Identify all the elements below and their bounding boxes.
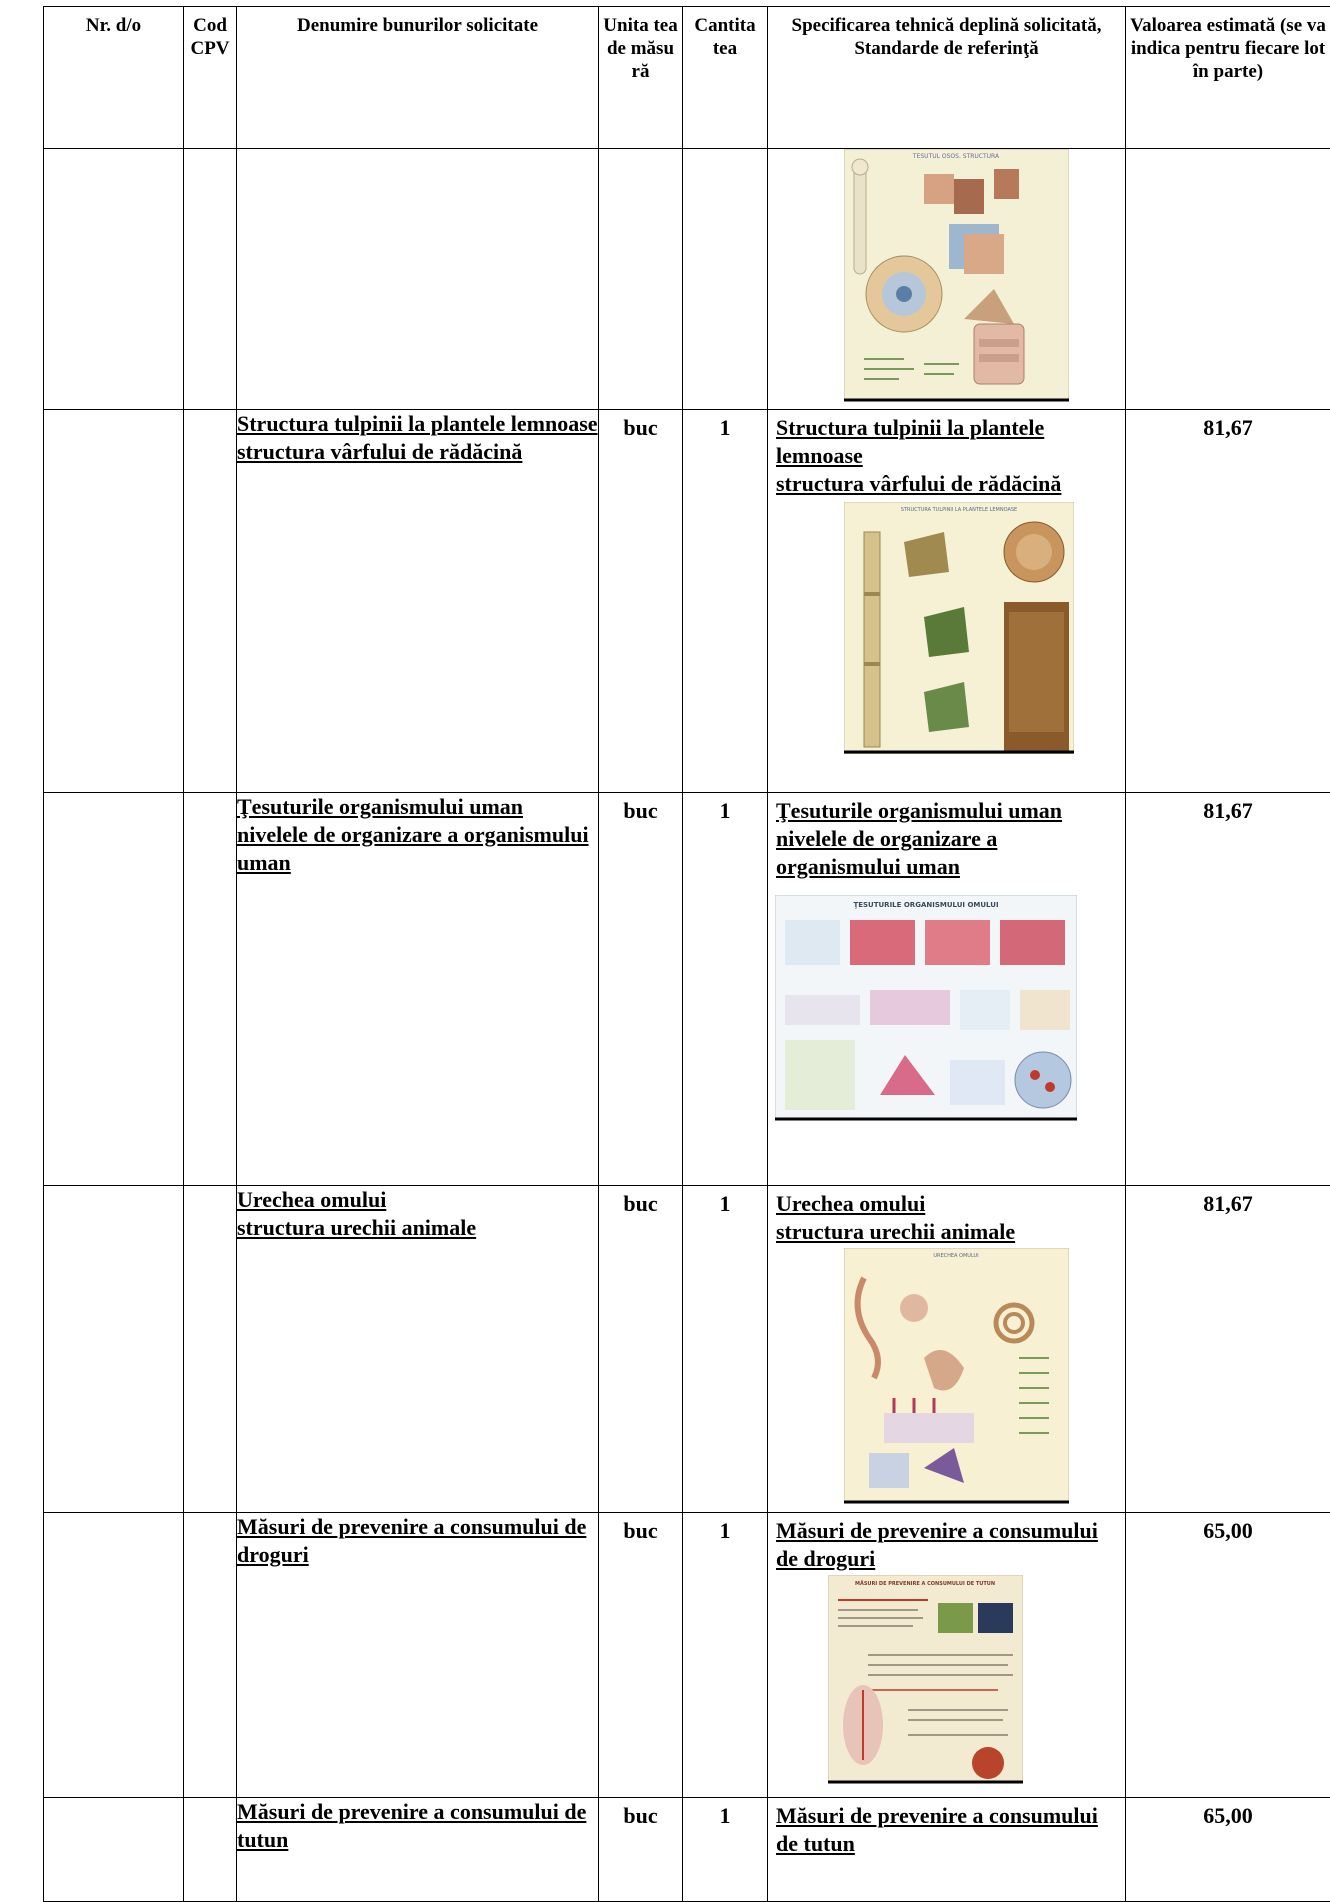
poster-title: URECHEA OMULUI bbox=[933, 1253, 978, 1259]
estimated-value: 81,67 bbox=[1126, 793, 1330, 1186]
quantity-value: 1 bbox=[683, 410, 768, 793]
table-row bbox=[44, 410, 1330, 793]
table-row bbox=[44, 1798, 1330, 1902]
cpv-cell bbox=[184, 1798, 237, 1902]
spec-text: Ţesuturile organismului uman nivelele de organizare a organismului uman bbox=[768, 793, 1125, 881]
item-name: Ţesuturile organismului uman nivelele de organizare a organismului uman bbox=[237, 793, 599, 1186]
item-name: Măsuri de prevenire a consumului de droguri bbox=[237, 1513, 599, 1798]
spec-cell bbox=[768, 1798, 1126, 1902]
spec-text: Măsuri de prevenire a consumului de droguri bbox=[768, 1513, 1125, 1573]
poster-image-stem bbox=[844, 502, 1125, 754]
unit-value: buc bbox=[599, 1513, 683, 1798]
specification-table bbox=[43, 6, 1330, 1902]
header-denumire: Denumire bunurilor solicitate bbox=[237, 7, 599, 149]
cpv-cell bbox=[184, 793, 237, 1186]
item-name: Structura tulpinii la plantele lemnoase structura vârfului de rădăcină bbox=[237, 410, 599, 793]
estimated-value: 81,67 bbox=[1126, 410, 1330, 793]
header-row bbox=[44, 7, 1330, 149]
unit-value: buc bbox=[599, 793, 683, 1186]
nr-cell bbox=[44, 793, 184, 1186]
poster-image-bone bbox=[844, 149, 1125, 404]
spec-cell bbox=[768, 1186, 1126, 1513]
unit-value: buc bbox=[599, 410, 683, 793]
poster-image-ear bbox=[844, 1248, 1125, 1504]
poster-title: MĂSURI DE PREVENIRE A CONSUMULUI DE TUTUN bbox=[855, 1580, 995, 1587]
quantity-value: 1 bbox=[683, 793, 768, 1186]
poster-title: ŢESUTURILE ORGANISMULUI OMULUI bbox=[853, 901, 998, 909]
estimated-value: 81,67 bbox=[1126, 1186, 1330, 1513]
cpv-cell bbox=[184, 149, 237, 410]
poster-title: STRUCTURA TULPINII LA PLANTELE LEMNOASE bbox=[901, 507, 1017, 513]
item-name: Urechea omului structura urechii animale bbox=[237, 1186, 599, 1513]
name-cell bbox=[237, 149, 599, 410]
header-cantitatea: Cantita tea bbox=[683, 7, 768, 149]
table-row bbox=[44, 793, 1330, 1186]
table-row bbox=[44, 1186, 1330, 1513]
spec-cell bbox=[768, 410, 1126, 793]
item-name: Măsuri de prevenire a consumului de tutun bbox=[237, 1798, 599, 1902]
unit-value: buc bbox=[599, 1798, 683, 1902]
spec-text: Măsuri de prevenire a consumului de tutun bbox=[768, 1798, 1125, 1858]
nr-cell bbox=[44, 1798, 184, 1902]
spec-cell bbox=[768, 149, 1126, 410]
quantity-value: 1 bbox=[683, 1513, 768, 1798]
unit-value: buc bbox=[599, 1186, 683, 1513]
nr-cell bbox=[44, 410, 184, 793]
nr-cell bbox=[44, 1186, 184, 1513]
spec-cell bbox=[768, 1513, 1126, 1798]
nr-cell bbox=[44, 1513, 184, 1798]
header-nr: Nr. d/o bbox=[44, 7, 184, 149]
header-specificarea: Specificarea tehnică deplină solicitată, Standarde de referinţă bbox=[768, 7, 1126, 149]
value-cell bbox=[1126, 149, 1330, 410]
cpv-cell bbox=[184, 1186, 237, 1513]
estimated-value: 65,00 bbox=[1126, 1798, 1330, 1902]
table-row bbox=[44, 1513, 1330, 1798]
cpv-cell bbox=[184, 410, 237, 793]
quantity-value: 1 bbox=[683, 1186, 768, 1513]
spec-text: Urechea omului structura urechii animale bbox=[768, 1186, 1125, 1246]
spec-text: Structura tulpinii la plantele lemnoase structura vârfului de rădăcină bbox=[768, 410, 1125, 498]
nr-cell bbox=[44, 149, 184, 410]
poster-image-prevention bbox=[828, 1575, 1125, 1785]
header-cod-cpv: Cod CPV bbox=[184, 7, 237, 149]
poster-image-tissues bbox=[775, 895, 1125, 1121]
spec-cell bbox=[768, 793, 1126, 1186]
unit-cell bbox=[599, 149, 683, 410]
qty-cell bbox=[683, 149, 768, 410]
header-valoarea: Valoarea estimată (se va indica pentru fiecare lot în parte) bbox=[1126, 7, 1330, 149]
quantity-value: 1 bbox=[683, 1798, 768, 1902]
cpv-cell bbox=[184, 1513, 237, 1798]
header-unitatea: Unita tea de măsu ră bbox=[599, 7, 683, 149]
estimated-value: 65,00 bbox=[1126, 1513, 1330, 1798]
table-row bbox=[44, 149, 1330, 410]
poster-title: TESUTUL OSOS. STRUCTURA bbox=[912, 153, 1000, 160]
